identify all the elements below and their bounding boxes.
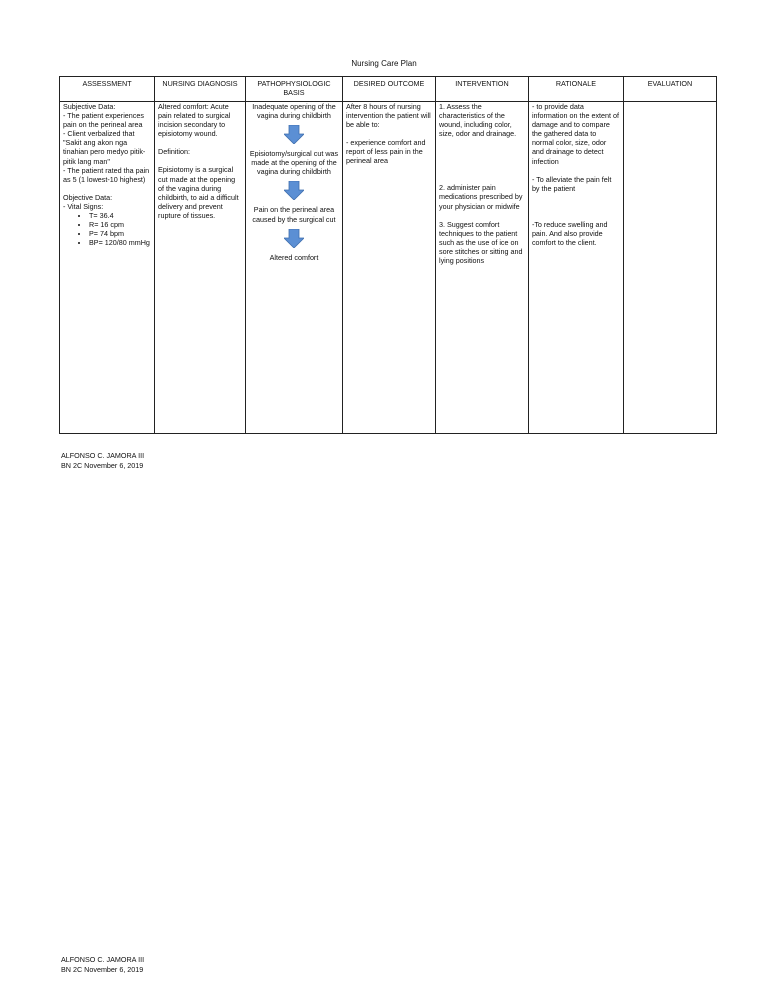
- outcome-goal: - experience comfort and report of less pain in the perineal area: [346, 138, 426, 166]
- subjective-heading: Subjective Data:: [63, 102, 116, 111]
- down-arrow-icon: [284, 181, 304, 200]
- author-name: ALFONSO C. JAMORA III: [61, 451, 145, 460]
- header-desired-outcome: DESIRED OUTCOME: [343, 77, 436, 102]
- care-plan-table: [59, 76, 717, 434]
- vital-sign-item: • P= 74 bpm: [89, 229, 151, 238]
- intervention-item: 3. Suggest comfort techniques to the patient such as the use of ice on sore stitches or sitting and lying positions: [438, 219, 523, 266]
- table-row: [60, 102, 717, 434]
- cell-nursing-diagnosis: [155, 102, 246, 434]
- patho-step: Episiotomy/surgical cut was made at the opening of the vagina during childbirth: [249, 149, 339, 177]
- patho-step: Pain on the perineal area caused by the surgical cut: [252, 205, 336, 224]
- header-intervention: INTERVENTION: [435, 77, 528, 102]
- outcome-intro: After 8 hours of nursing intervention the patient will be able to:: [346, 102, 431, 130]
- author-footer-bottom: [61, 955, 144, 975]
- author-class-date: BN 2C November 6, 2019: [61, 461, 144, 470]
- cell-pathophysiologic-basis: [245, 102, 342, 434]
- header-evaluation: EVALUATION: [623, 77, 716, 102]
- rationale-item: - To alleviate the pain felt by the patient: [531, 174, 612, 193]
- author-name: ALFONSO C. JAMORA III: [61, 955, 145, 964]
- subjective-item: - The patient experiences pain on the perineal area: [63, 111, 144, 130]
- patho-step: Inadequate opening of the vagina during childbirth: [252, 102, 336, 121]
- definition-label: Definition:: [158, 147, 191, 157]
- subjective-item: - The patient rated tha pain as 5 (1 lowest-10 highest): [63, 165, 150, 184]
- header-rationale: RATIONALE: [528, 77, 623, 102]
- cell-assessment: [60, 102, 155, 434]
- author-footer-top: [61, 451, 144, 471]
- subjective-item: - Client verbalized that "Sakit ang akon nga tinahian pero medyo pitik-pitik lang man": [63, 129, 146, 166]
- header-assessment: ASSESSMENT: [60, 77, 155, 102]
- header-patho-line1: PATHOPHYSIOLOGIC: [257, 79, 331, 88]
- vital-signs-list: [63, 211, 151, 247]
- page-title: Nursing Care Plan: [351, 59, 417, 68]
- header-patho-line2: BASIS: [283, 88, 305, 97]
- vital-signs-label: - Vital Signs:: [63, 201, 104, 211]
- author-class-date: BN 2C November 6, 2019: [61, 965, 144, 974]
- down-arrow-icon: [284, 229, 304, 248]
- diagnosis-text: Altered comfort: Acute pain related to surgical incision secondary to episiotomy wound.: [158, 102, 231, 139]
- cell-desired-outcome: [343, 102, 436, 434]
- cell-rationale: [528, 102, 623, 434]
- vital-sign-item: • BP= 120/80 mmHg: [89, 238, 151, 247]
- rationale-item: - to provide data information on the extent of damage and to compare the gathered data to normal color, size, odor and drainage to detect infection: [531, 102, 620, 166]
- patho-step: Altered comfort: [269, 252, 319, 262]
- table-header-row: [60, 77, 717, 102]
- cell-intervention: [435, 102, 528, 434]
- intervention-item: 1. Assess the characteristics of the wound, including color, size, odor and drainage.: [438, 102, 517, 139]
- header-nursing-diagnosis: NURSING DIAGNOSIS: [155, 77, 246, 102]
- header-pathophysiologic-basis: [245, 77, 342, 102]
- rationale-item: -To reduce swelling and pain. And also provide comfort to the client.: [531, 219, 608, 248]
- vital-sign-item: • T= 36.4: [89, 211, 151, 220]
- vital-sign-item: • R= 16 cpm: [89, 220, 151, 229]
- intervention-item: 2. administer pain medications prescribed by your physician or midwife: [438, 183, 523, 211]
- objective-heading: Objective Data:: [63, 192, 113, 202]
- definition-text: Episiotomy is a surgical cut made at the opening of the vagina during childbirth, to aid a difficult delivery and prevent rupture of tissues.: [158, 165, 239, 220]
- down-arrow-icon: [284, 125, 304, 144]
- cell-evaluation: [623, 102, 716, 434]
